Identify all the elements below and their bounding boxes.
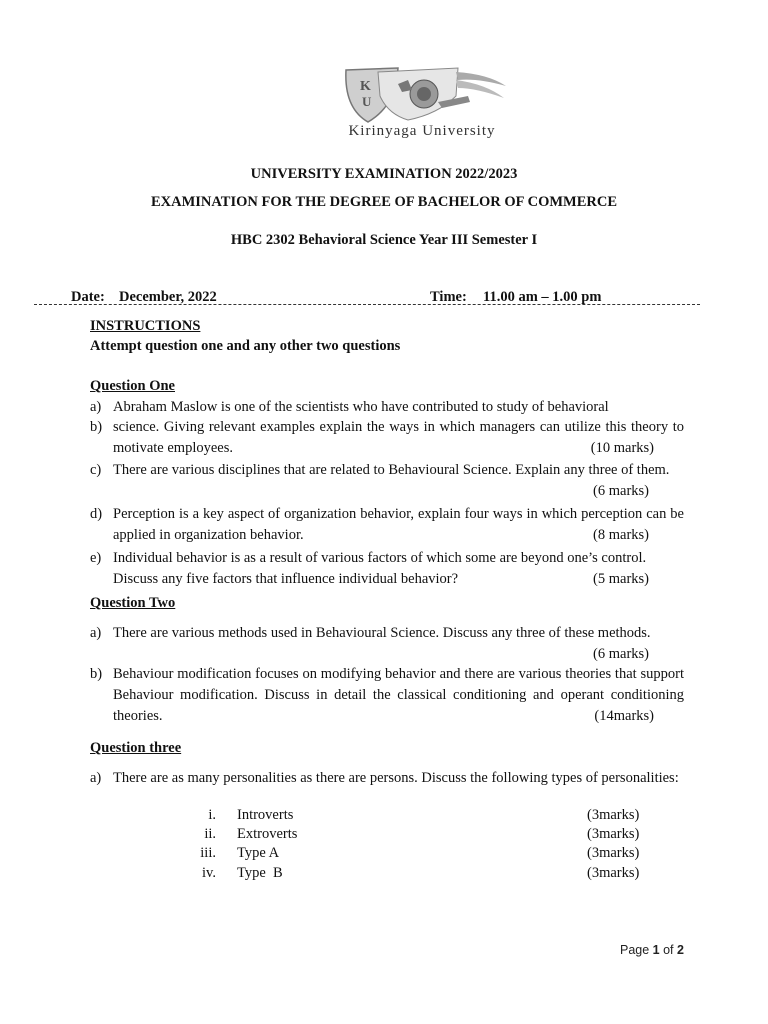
item-marks: (10 marks) <box>590 440 654 456</box>
item-text: science. Giving relevant examples explain the ways in which managers can utilize this theory to motivate employees. <box>113 419 684 456</box>
date-label: Date: <box>71 289 105 305</box>
item-label: e) <box>90 550 102 566</box>
subitem-text: Introverts <box>237 807 294 823</box>
time-value: 11.00 am – 1.00 pm <box>483 289 602 305</box>
item-text: Abraham Maslow is one of the scientists who have contributed to study of behavioral <box>113 399 609 415</box>
subitem-number: ii. <box>204 826 216 842</box>
course-title: HBC 2302 Behavioral Science Year III Semester I <box>230 232 538 248</box>
item-text: Perception is a key aspect of organization behavior, explain four ways in which perception can be applied in organization behavior. <box>113 506 684 543</box>
time-label: Time: <box>430 289 467 305</box>
university-name: Kirinyaga University <box>348 123 496 139</box>
item-marks: (6 marks) <box>593 646 649 662</box>
question-item <box>90 460 684 502</box>
item-label: a) <box>90 399 102 415</box>
item-text: Individual behavior is as a result of various factors of which some are beyond one’s control. Discuss any five factors that influence individual behavior? <box>113 550 647 587</box>
question-three-heading: Question three <box>90 740 182 756</box>
item-label: c) <box>90 462 102 478</box>
item-text: There are various methods used in Behavioural Science. Discuss any three of these methods. <box>113 625 651 641</box>
item-marks: (14marks) <box>594 708 654 724</box>
degree-title: EXAMINATION FOR THE DEGREE OF BACHELOR OF COMMERCE <box>150 194 618 210</box>
subitem-marks: (3marks) <box>587 865 640 881</box>
subitem-marks: (3marks) <box>587 845 640 861</box>
question-one-heading: Question One <box>90 378 175 394</box>
subitem-text: Type A <box>237 845 280 861</box>
subitem-marks: (3marks) <box>587 826 640 842</box>
page-number <box>620 943 684 957</box>
item-label: d) <box>90 506 103 522</box>
question-item <box>90 768 684 789</box>
item-marks: (8 marks) <box>593 527 649 543</box>
item-marks: (5 marks) <box>593 571 649 587</box>
instructions-heading: INSTRUCTIONS <box>90 318 201 334</box>
subitem-text: Extroverts <box>237 826 298 842</box>
subitem-number: iii. <box>200 845 216 861</box>
university-crest-icon <box>338 66 510 126</box>
question-item <box>90 397 684 418</box>
subitem-number: i. <box>208 807 216 823</box>
question-item <box>90 664 684 727</box>
question-item <box>90 417 684 459</box>
subitem-text: Type B <box>237 865 283 881</box>
item-text: There are various disciplines that are related to Behavioural Science. Explain any three of them. <box>113 462 670 478</box>
question-item <box>90 504 684 546</box>
item-label: a) <box>90 625 102 641</box>
page-prefix: Page <box>620 943 653 957</box>
question-item <box>90 623 684 665</box>
header-divider <box>34 304 700 305</box>
item-label: a) <box>90 770 102 786</box>
page-total: 2 <box>677 943 684 957</box>
item-text: There are as many personalities as there are persons. Discuss the following types of personalities: <box>113 770 679 786</box>
item-label: b) <box>90 419 103 435</box>
page-current: 1 <box>652 943 660 957</box>
exam-title: UNIVERSITY EXAMINATION 2022/2023 <box>250 166 518 182</box>
svg-text:K: K <box>360 79 371 94</box>
question-two-heading: Question Two <box>90 595 176 611</box>
item-marks: (6 marks) <box>593 483 649 499</box>
subitem-marks: (3marks) <box>587 807 640 823</box>
page-of: of <box>659 943 677 957</box>
item-label: b) <box>90 666 103 682</box>
item-text: Behaviour modification focuses on modifying behavior and there are various theories that support Behaviour modification. Discuss in detail the classical conditioning and operant conditioning theories. <box>113 666 684 724</box>
instructions-text: Attempt question one and any other two questions <box>90 338 401 354</box>
subitem-number: iv. <box>202 865 216 881</box>
question-item <box>90 548 684 590</box>
svg-text:U: U <box>362 94 372 109</box>
date-value: December, 2022 <box>119 289 217 305</box>
